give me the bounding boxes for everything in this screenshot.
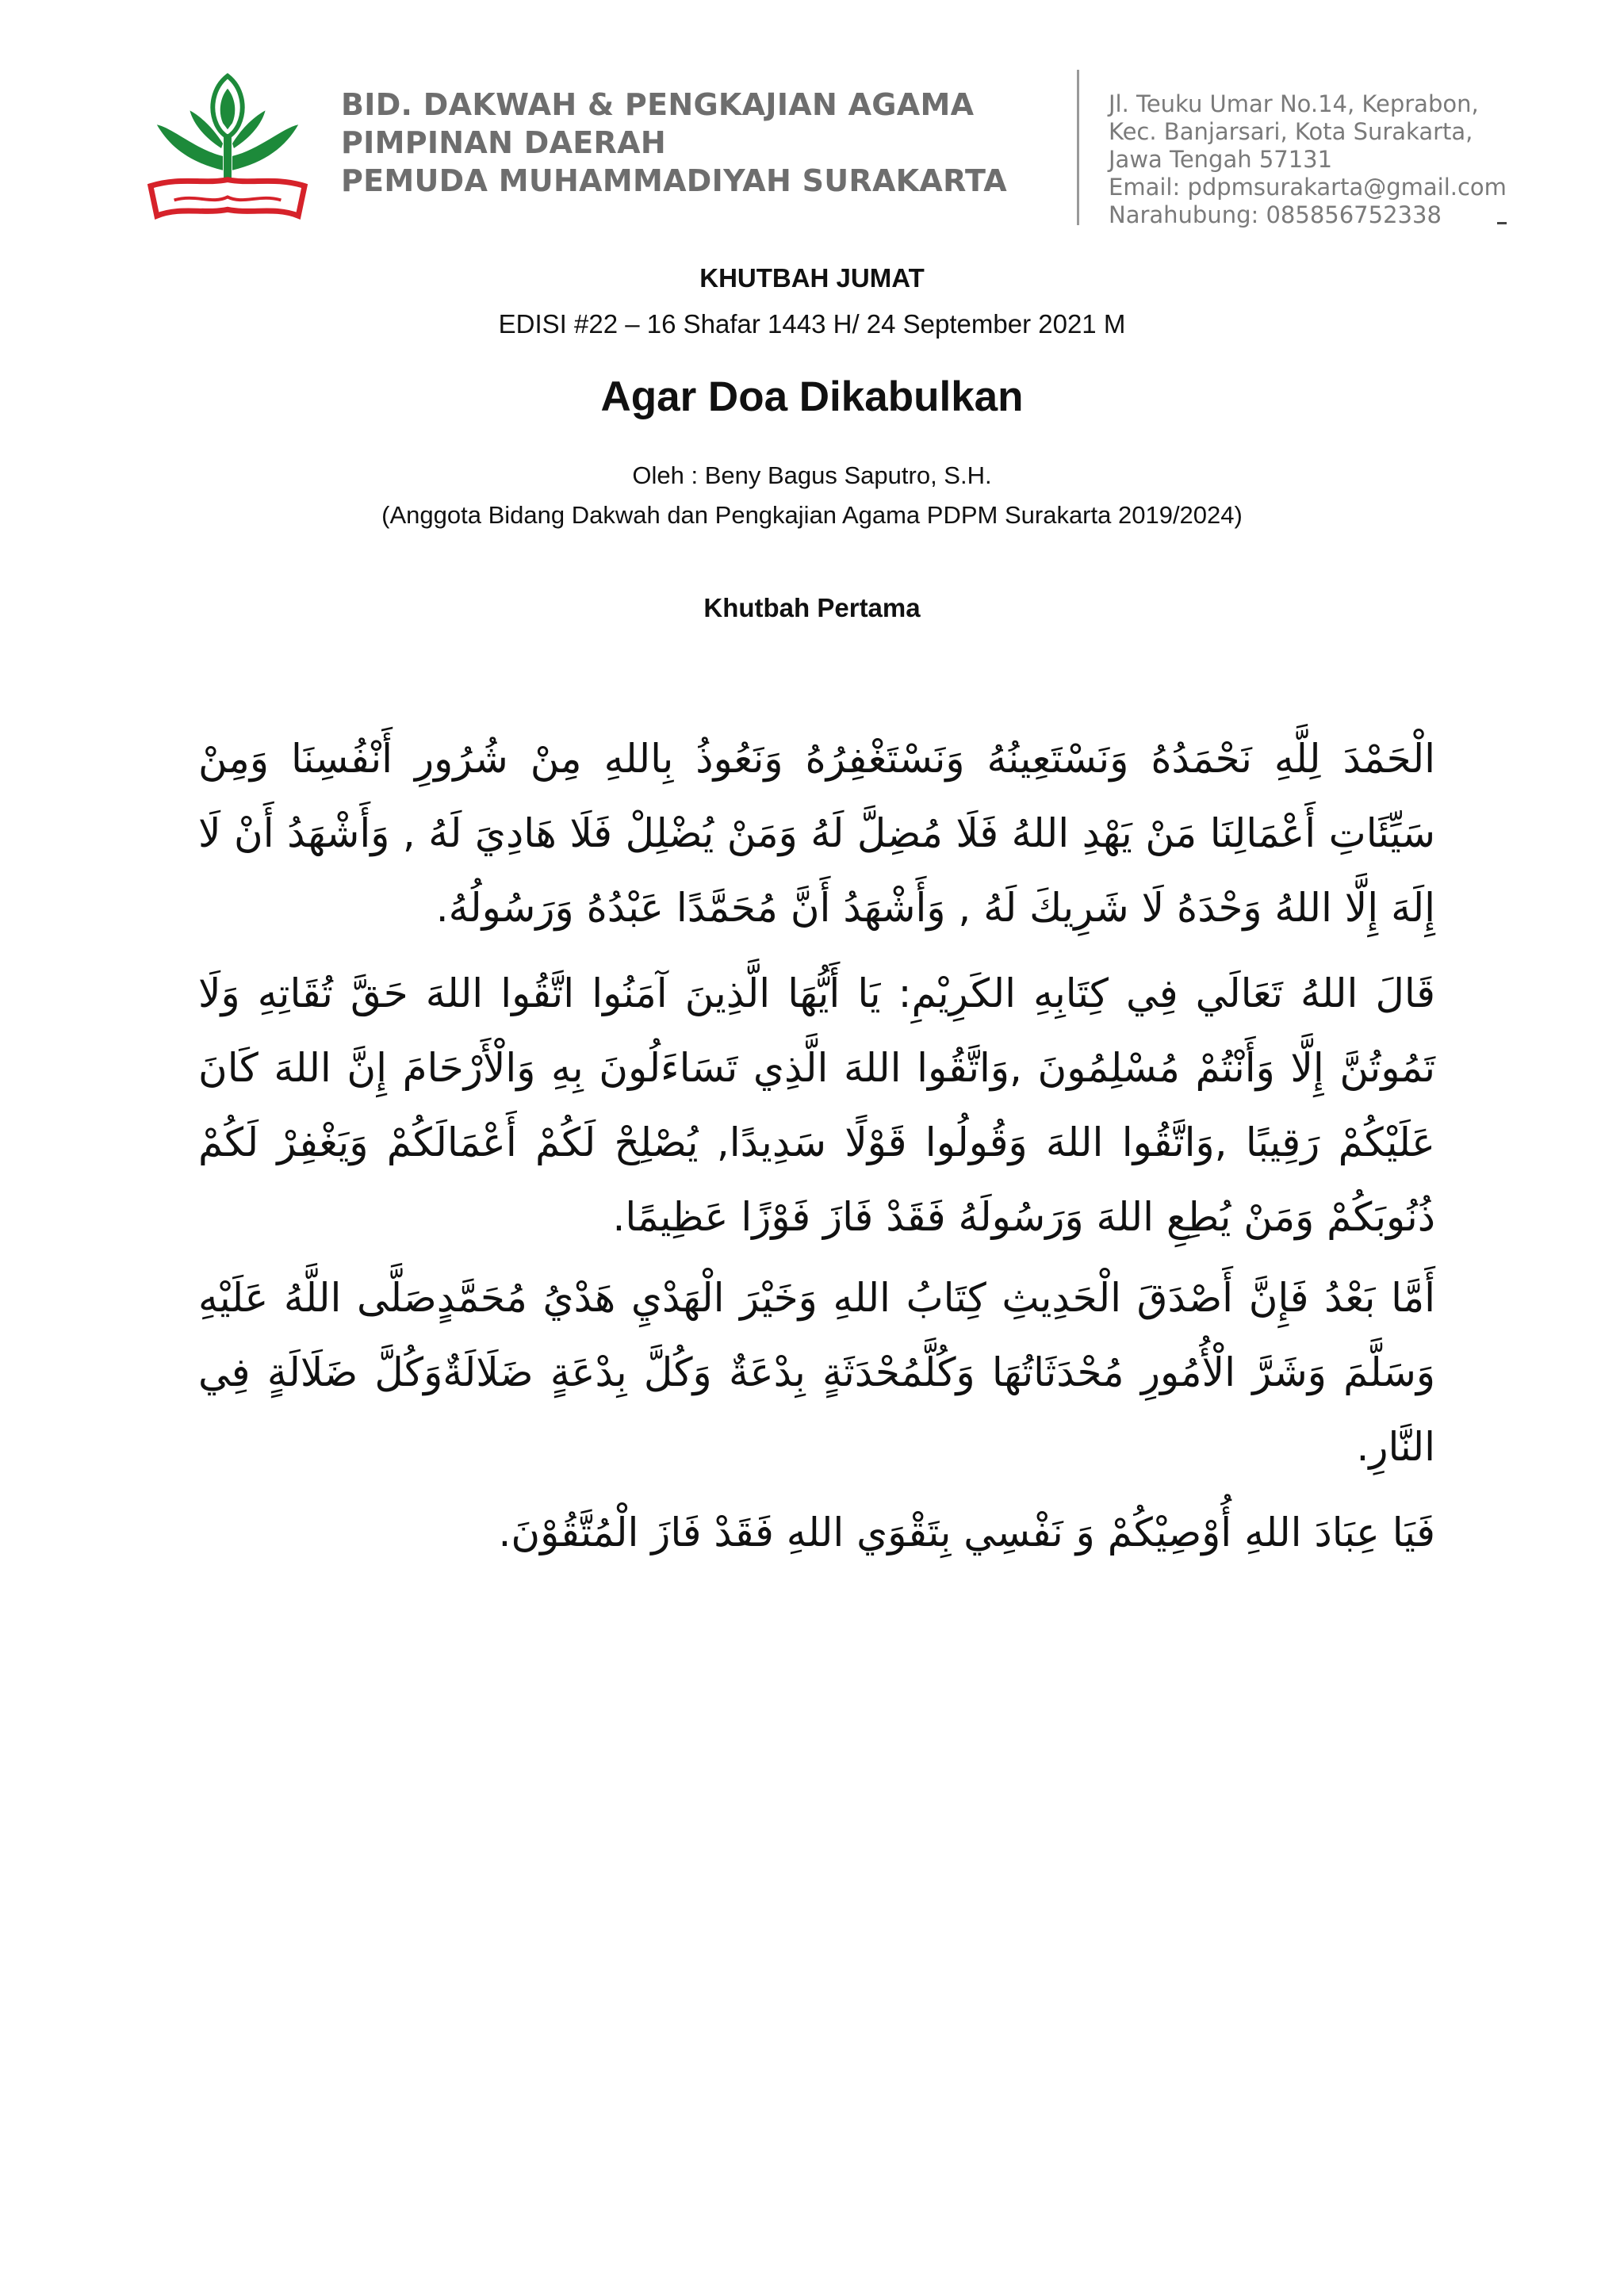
organization-name [341,86,1055,200]
letterhead [0,0,1624,238]
org-line-2: PIMPINAN DAERAH [341,125,666,160]
address-province: Jawa Tengah 57131 [1109,146,1333,173]
arabic-paragraph-2 [198,956,1435,1254]
org-line-1: BID. DAKWAH & PENGKAJIAN AGAMA [341,87,975,122]
org-line-3: PEMUDA MUHAMMADIYAH SURAKARTA [341,163,1007,198]
section-heading: Khutbah Pertama [703,593,921,622]
header-mark [1497,222,1507,224]
contact-address [1109,90,1616,229]
arabic-paragraph-1 [198,721,1435,945]
arabic-text: أَمَّا بَعْدُ فَإِنَّ أَصْدَقَ الْحَدِيثِ كِتَابُ اللهِ وَخَيْرَ الْهَدْيِ هَدْيُ مُحَمَّدٍصَلَّى اللَّهُ عَلَيْهِ وَسَلَّمَ وَشَرَّ الْأُمُورِ مُحْدَثَاتُهَا وَكُلَّمُحْدَثَةٍ بِدْعَةٌ وَكُلَّ بِدْعَةٍ ضَلَالَةٌوَكُلَّ ضَلَالَةٍ فِي النَّارِ. [198,1275,1435,1470]
author-affiliation: (Anggota Bidang Dakwah dan Pengkajian Agama PDPM Surakarta 2019/2024) [381,501,1243,529]
contact-email: Email: pdpmsurakarta@gmail.com [1109,174,1507,201]
arabic-paragraph-3 [198,1261,1435,1484]
arabic-text: قَالَ اللهُ تَعَالَي فِي كِتَابِهِ الكَرِيْمِ: يَا أَيُّهَا الَّذِينَ آمَنُوا اتَّقُوا اللهَ حَقَّ تُقَاتِهِ وَلَا تَمُوتُنَّ إِلَّا وَأَنْتُمْ مُسْلِمُونَ ,وَاتَّقُوا اللهَ الَّذِي تَسَاءَلُونَ بِهِ وَالْأَرْحَامَ إِنَّ اللهَ كَانَ عَلَيْكُمْ رَقِيبًا ,وَاتَّقُوا اللهَ وَقُولُوا قَوْلًا سَدِيدًا, يُصْلِحْ لَكُمْ أَعْمَالَكُمْ وَيَغْفِرْ لَكُمْ ذُنُوبَكُمْ وَمَنْ يُطِعِ اللهَ وَرَسُولَهُ فَقَدْ فَازَ فَوْزًا عَظِيمًا. [198,970,1435,1240]
arabic-text: الْحَمْدَ لِلَّهِ نَحْمَدُهُ وَنَسْتَعِينُهُ وَنَسْتَغْفِرُهُ وَنَعُوذُ بِاللهِ مِنْ شُرُورِ أَنْفُسِنَا وَمِنْ سَيِّئَاتِ أَعْمَالِنَا مَنْ يَهْدِ اللهُ فَلَا مُضِلَّ لَهُ وَمَنْ يُضْلِلْ فَلَا هَادِيَ لَهُ , وَأَشْهَدُ أَنْ لَا إِلَهَ إِلَّا اللهُ وَحْدَهُ لَا شَرِيكَ لَهُ , وَأَشْهَدُ أَنَّ مُحَمَّدًا عَبْدُهُ وَرَسُولُهُ. [198,736,1435,931]
document-title: Agar Doa Dikabulkan [600,373,1024,420]
pemuda-muhammadiyah-logo-icon [141,62,314,235]
address-street: Jl. Teuku Umar No.14, Keprabon, [1109,90,1479,117]
document-kicker: KHUTBAH JUMAT [699,263,925,293]
arabic-text: فَيَا عِبَادَ اللهِ أُوْصِيْكُمْ وَ نَفْسِي بِتَقْوَي اللهِ فَقَدْ فَازَ الْمُتَّقُوْنَ. [498,1510,1435,1556]
arabic-paragraph-4 [198,1495,1435,1570]
contact-phone: Narahubung: 085856752338 [1109,201,1442,228]
document-author: Oleh : Beny Bagus Saputro, S.H. [632,461,992,489]
header-divider [1077,70,1079,225]
document-edition: EDISI #22 – 16 Shafar 1443 H/ 24 September 2021 M [498,309,1126,339]
address-district: Kec. Banjarsari, Kota Surakarta, [1109,118,1473,145]
